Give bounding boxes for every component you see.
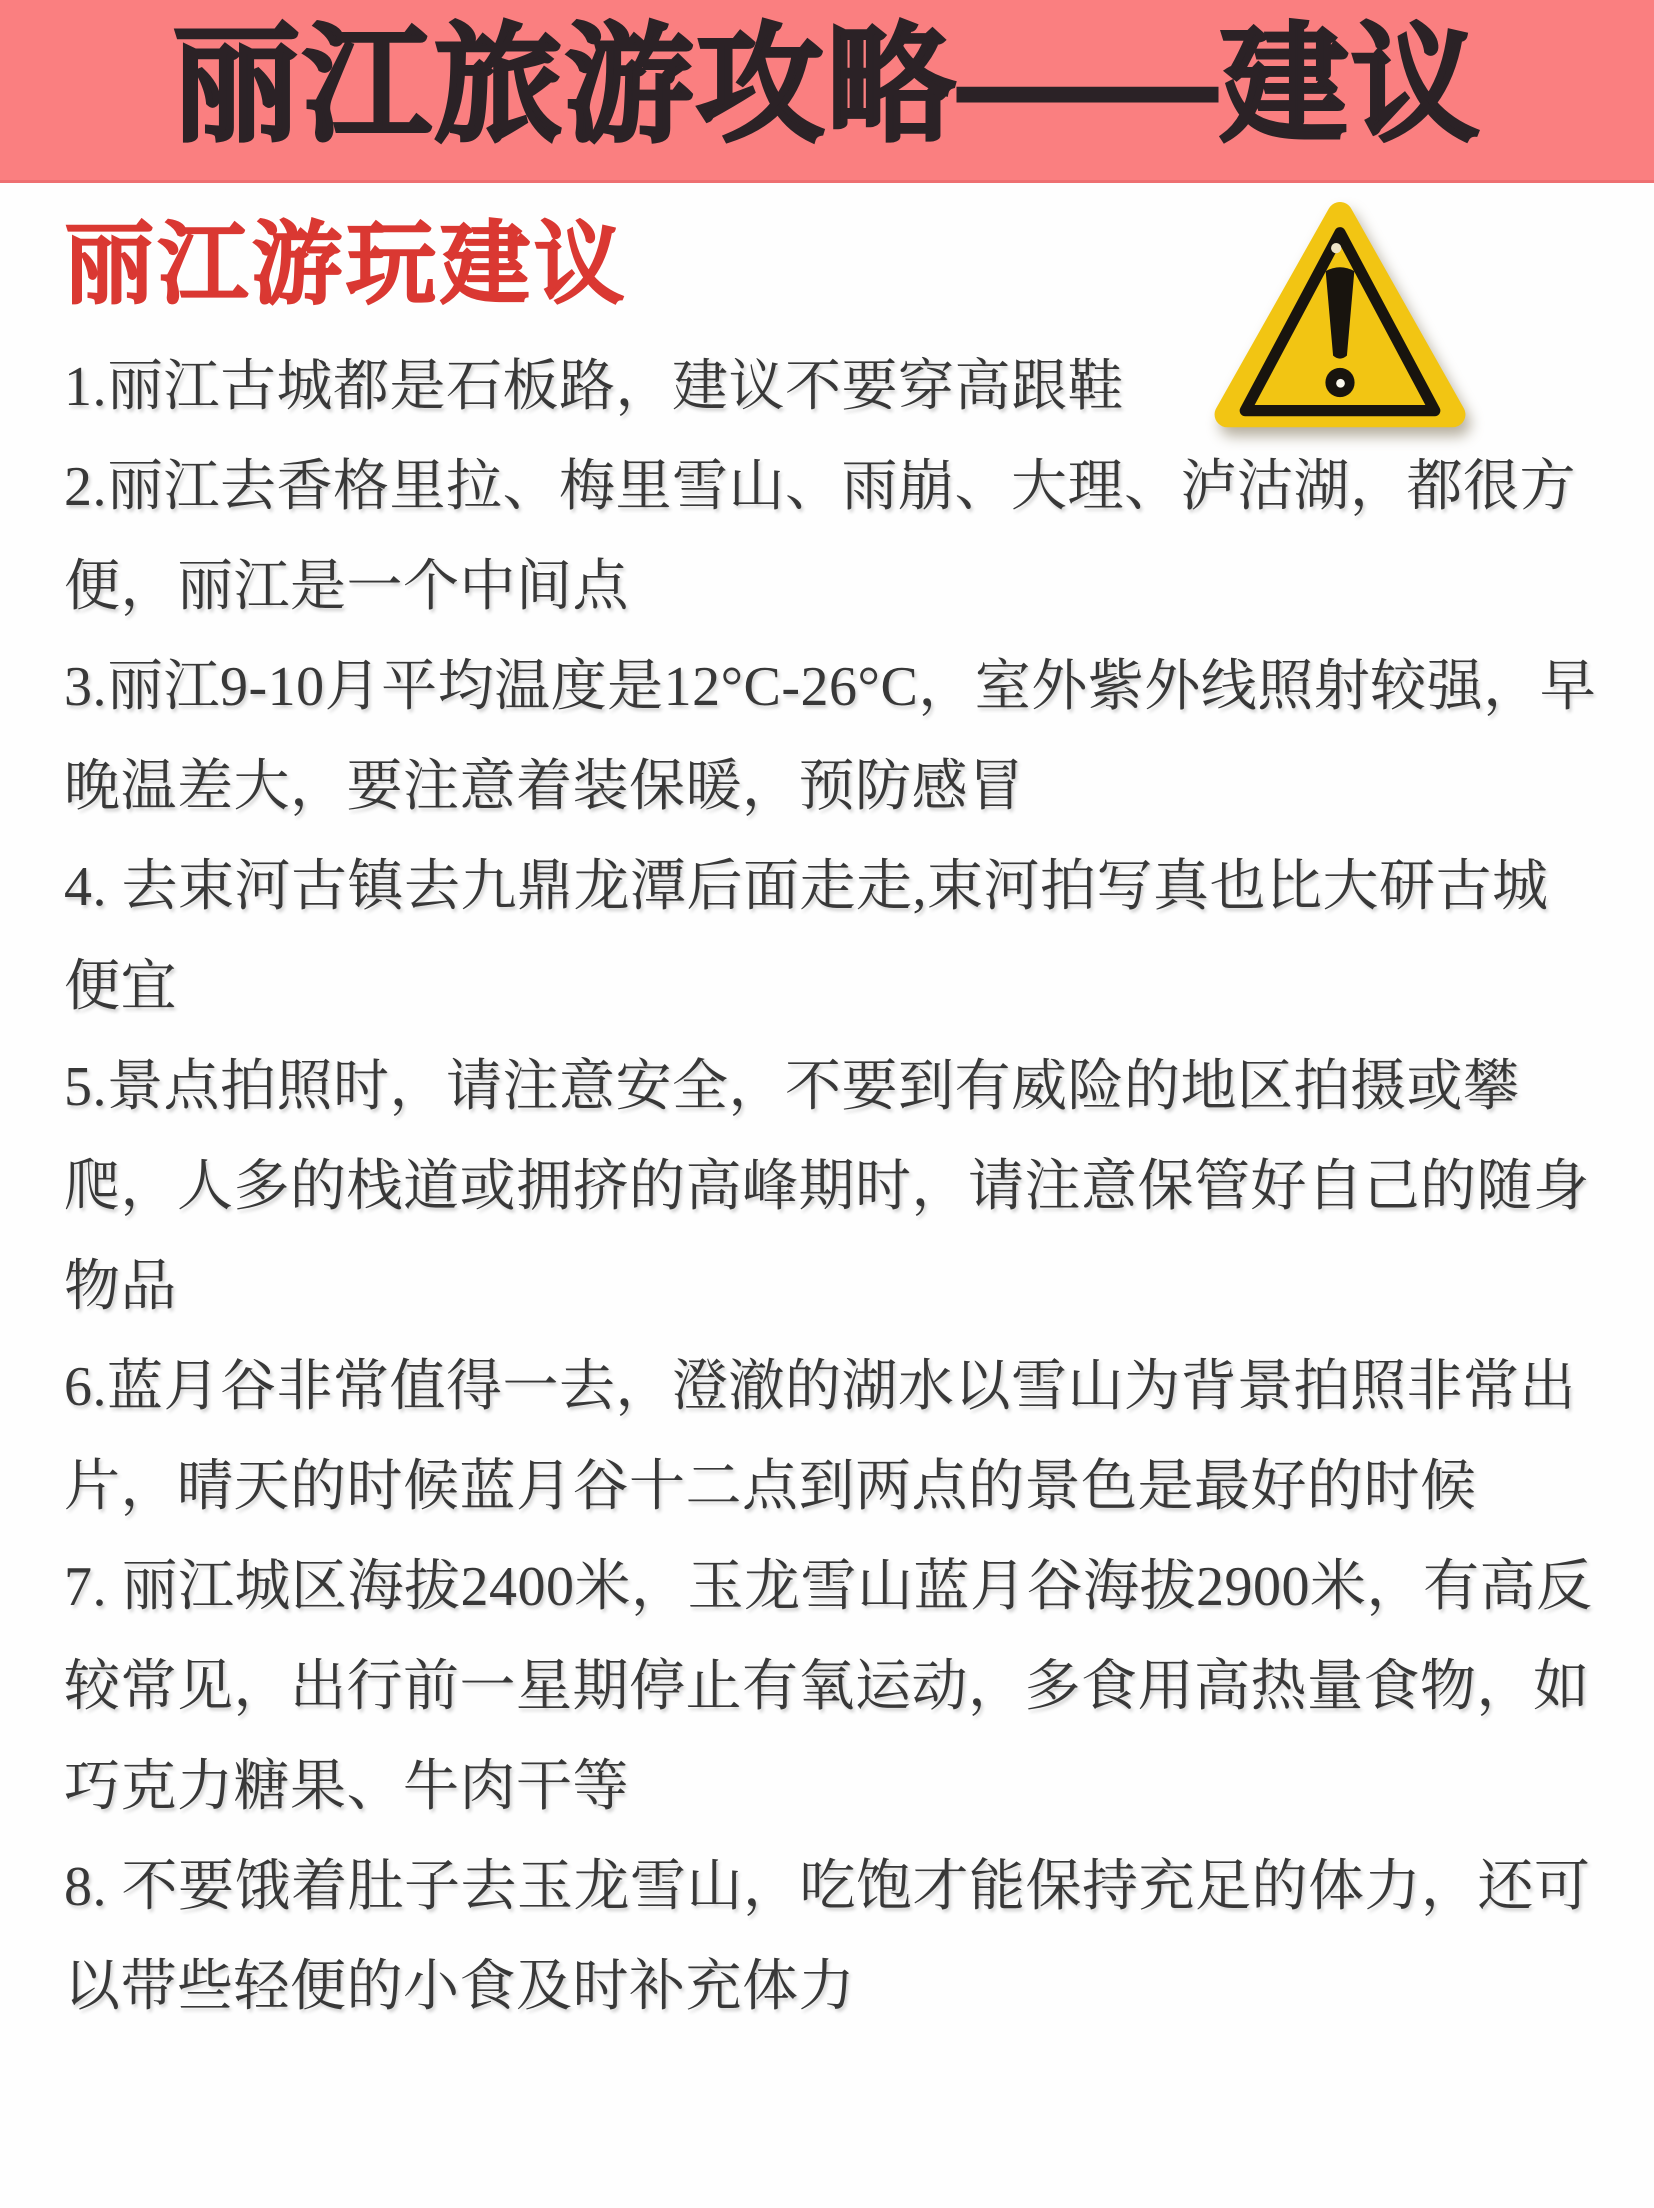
tip-item: 7. 丽江城区海拔2400米，玉龙雪山蓝月谷海拔2900米，有高反较常见，出行前一星期停止有氧运动，多食用高热量食物，如巧克力糖果、牛肉干等	[64, 1556, 1593, 1818]
tip-item: 5.景点拍照时，请注意安全，不要到有威险的地区拍摄或攀爬，人多的栈道或拥挤的高峰期时，请注意保管好自己的随身物品	[64, 1056, 1590, 1318]
tip-item: 8. 不要饿着肚子去玉龙雪山，吃饱才能保持充足的体力，还可以带些轻便的小食及时补充体力	[64, 1856, 1591, 2018]
tip-item: 6.蓝月谷非常值得一去，澄澈的湖水以雪山为背景拍照非常出片，晴天的时候蓝月谷十二点到两点的景色是最好的时候	[64, 1356, 1576, 1518]
tips-list	[64, 337, 1598, 2037]
tip-item: 2.丽江去香格里拉、梅里雪山、雨崩、大理、泸沽湖，都很方便，丽江是一个中间点	[64, 456, 1576, 618]
header-banner	[0, 0, 1654, 183]
section-heading: 丽江游玩建议	[64, 216, 628, 315]
page-title: 丽江旅游攻略——建议	[171, 14, 1482, 157]
tip-item: 3.丽江9-10月平均温度是12°C-26°C，室外紫外线照射较强，早晚温差大，要注意着装保暖，预防感冒	[64, 656, 1597, 818]
tip-item: 4. 去束河古镇去九鼎龙潭后面走走,束河拍写真也比大研古城便宜	[64, 856, 1549, 1018]
tip-item: 1.丽江古城都是石板路，建议不要穿高跟鞋	[64, 356, 1124, 418]
